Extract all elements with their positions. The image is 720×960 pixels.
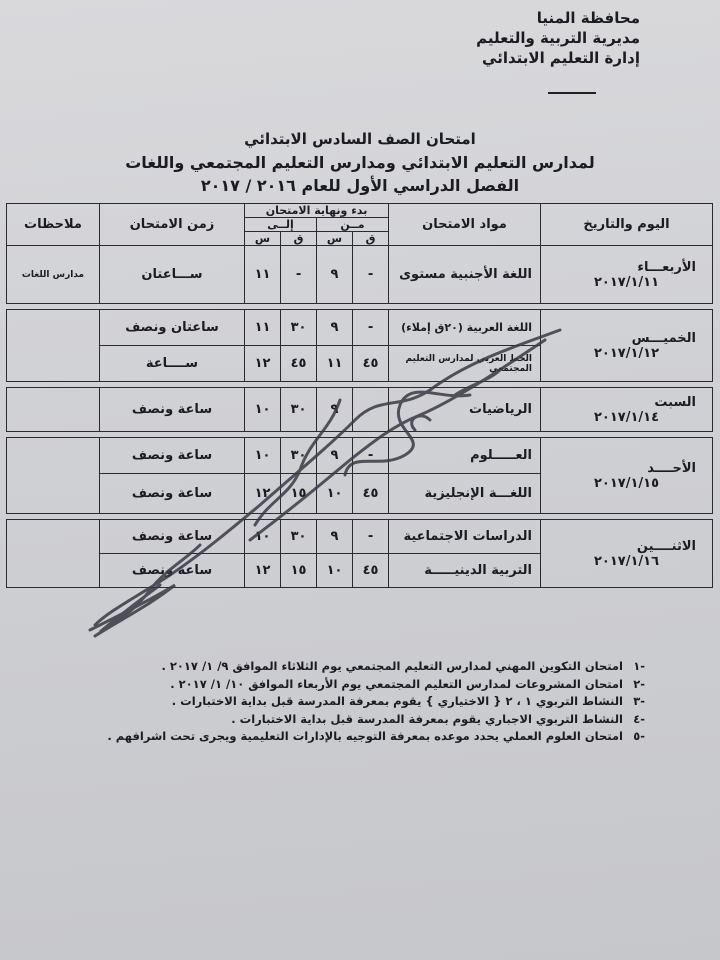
exam-term: الفصل الدراسي الأول للعام ٢٠١٦ / ٢٠١٧ bbox=[200, 176, 520, 195]
subject-cell: الرياضيات bbox=[389, 388, 541, 432]
to-minutes-cell: ٣٠ bbox=[281, 438, 317, 474]
footnote-number: -٣ bbox=[633, 694, 645, 708]
letterhead bbox=[476, 8, 640, 68]
subject-cell: اللغـــة الإنجليزية bbox=[389, 474, 541, 514]
day-name: الأربعـــاء bbox=[637, 259, 697, 275]
subject-cell: الخط العربي لمدارس التعليم المجتمعي bbox=[389, 346, 541, 382]
footnotes bbox=[45, 658, 645, 746]
duration-cell: ساعتان ونصف bbox=[100, 310, 245, 346]
to-minutes-cell: - bbox=[281, 246, 317, 304]
exam-subtitle: لمدارس التعليم الابتدائي ومدارس التعليم المجتمعي واللغات bbox=[125, 153, 595, 172]
notes-cell bbox=[7, 310, 100, 382]
table-header-row bbox=[7, 204, 713, 218]
from-minutes-cell: - bbox=[353, 246, 389, 304]
to-hours-cell: ١٠ bbox=[245, 438, 281, 474]
exam-date: ٢٠١٧/١/١٥ bbox=[593, 475, 660, 491]
header-subjects: مواد الامتحان bbox=[389, 204, 541, 246]
table-row bbox=[7, 246, 713, 304]
notes-cell bbox=[7, 438, 100, 514]
day-date-cell bbox=[541, 310, 713, 382]
header-from: مــن bbox=[317, 218, 389, 232]
day-name: الخميـــس bbox=[631, 330, 697, 346]
to-hours-cell: ١١ bbox=[245, 246, 281, 304]
table-row bbox=[7, 520, 713, 554]
footnote-number: -١ bbox=[633, 659, 645, 673]
notes-cell bbox=[7, 388, 100, 432]
from-hours-cell: ٩ bbox=[317, 246, 353, 304]
to-minutes-cell: ٣٠ bbox=[281, 388, 317, 432]
duration-cell: ساعة ونصف bbox=[100, 520, 245, 554]
day-name: الأحــــد bbox=[647, 460, 697, 476]
footnote-item bbox=[45, 658, 645, 676]
to-minutes-cell: ١٥ bbox=[281, 554, 317, 588]
header-from-hours: س bbox=[317, 232, 353, 246]
duration-cell: ساعة ونصف bbox=[100, 438, 245, 474]
to-minutes-cell: ٣٠ bbox=[281, 520, 317, 554]
to-hours-cell: ١١ bbox=[245, 310, 281, 346]
day-date-cell bbox=[541, 388, 713, 432]
to-hours-cell: ١٢ bbox=[245, 554, 281, 588]
directorate-name: مديرية التربية والتعليم bbox=[476, 29, 640, 47]
exam-date: ٢٠١٧/١/١٦ bbox=[593, 553, 660, 569]
duration-cell: ساعة ونصف bbox=[100, 388, 245, 432]
header-to: إلــى bbox=[245, 218, 317, 232]
from-hours-cell: ١١ bbox=[317, 346, 353, 382]
letterhead-divider bbox=[548, 92, 596, 94]
governorate-name: محافظة المنيا bbox=[536, 9, 640, 27]
footnote-number: -٥ bbox=[633, 729, 645, 743]
footnote-item bbox=[45, 693, 645, 711]
notes-cell bbox=[7, 520, 100, 588]
duration-cell: ساعة ونصف bbox=[100, 554, 245, 588]
footnote-item bbox=[45, 711, 645, 729]
footnote-text: النشاط التربوي ١ ، ٢ { الاختياري } يقوم بمعرفة المدرسة قبل بداية الاختبارات . bbox=[171, 694, 623, 708]
table-row bbox=[7, 438, 713, 474]
from-minutes-cell: ٤٥ bbox=[353, 346, 389, 382]
from-hours-cell: ١٠ bbox=[317, 474, 353, 514]
from-hours-cell: ٩ bbox=[317, 388, 353, 432]
footnote-text: امتحان العلوم العملي يحدد موعده بمعرفة التوجيه بالإدارات التعليمية ويجرى تحت اشرافهم . bbox=[107, 729, 623, 743]
footnote-number: -٤ bbox=[633, 711, 645, 726]
from-minutes-cell: - bbox=[353, 520, 389, 554]
from-hours-cell: ٩ bbox=[317, 520, 353, 554]
footnote-item bbox=[45, 676, 645, 694]
to-minutes-cell: ٤٥ bbox=[281, 346, 317, 382]
from-hours-cell: ٩ bbox=[317, 310, 353, 346]
to-hours-cell: ١٠ bbox=[245, 388, 281, 432]
duration-cell: ســــاعة bbox=[100, 346, 245, 382]
to-hours-cell: ١٢ bbox=[245, 346, 281, 382]
header-to-hours: س bbox=[245, 232, 281, 246]
table-row bbox=[7, 388, 713, 432]
header-notes: ملاحظات bbox=[7, 204, 100, 246]
to-hours-cell: ١٠ bbox=[245, 520, 281, 554]
exam-date: ٢٠١٧/١/١٢ bbox=[593, 345, 660, 361]
subject-cell: التربية الدينيـــــة bbox=[389, 554, 541, 588]
header-day-date: اليوم والتاريخ bbox=[541, 204, 713, 246]
notes-cell: مدارس اللغات bbox=[7, 246, 100, 304]
day-date-cell bbox=[541, 438, 713, 514]
from-minutes-cell: ٤٥ bbox=[353, 554, 389, 588]
duration-cell: ســـاعتان bbox=[100, 246, 245, 304]
header-from-minutes: ق bbox=[353, 232, 389, 246]
exam-date: ٢٠١٧/١/١١ bbox=[593, 274, 660, 290]
exam-title: امتحان الصف السادس الابتدائي bbox=[244, 130, 476, 148]
from-minutes-cell: - bbox=[353, 438, 389, 474]
from-hours-cell: ٩ bbox=[317, 438, 353, 474]
subject-cell: الدراسات الاجتماعية bbox=[389, 520, 541, 554]
subject-cell: اللغة الأجنبية مستوى bbox=[389, 246, 541, 304]
table-row bbox=[7, 310, 713, 346]
day-date-cell bbox=[541, 520, 713, 588]
administration-name: إدارة التعليم الابتدائي bbox=[482, 49, 640, 67]
from-minutes-cell bbox=[353, 388, 389, 432]
header-duration: زمن الامتحان bbox=[100, 204, 245, 246]
footnote-text: امتحان المشروعات لمدارس التعليم المجتمعي يوم الأربعاء الموافق ١٠/ ١/ ٢٠١٧ . bbox=[170, 676, 623, 691]
day-name: الاثنــــين bbox=[636, 538, 697, 554]
exam-schedule-table bbox=[6, 203, 713, 588]
to-minutes-cell: ١٥ bbox=[281, 474, 317, 514]
from-hours-cell: ١٠ bbox=[317, 554, 353, 588]
to-minutes-cell: ٣٠ bbox=[281, 310, 317, 346]
subject-cell: العـــــلوم bbox=[389, 438, 541, 474]
footnote-number: -٢ bbox=[633, 676, 645, 691]
to-hours-cell: ١٢ bbox=[245, 474, 281, 514]
subject-cell: اللغة العربية (٢٠ق إملاء) bbox=[389, 310, 541, 346]
footnote-text: امتحان التكوين المهني لمدارس التعليم المجتمعي يوم الثلاثاء الموافق ٩/ ١/ ٢٠١٧ . bbox=[161, 659, 623, 673]
from-minutes-cell: - bbox=[353, 310, 389, 346]
header-start-end: بدء ونهاية الامتحان bbox=[245, 204, 389, 218]
day-date-cell bbox=[541, 246, 713, 304]
from-minutes-cell: ٤٥ bbox=[353, 474, 389, 514]
exam-date: ٢٠١٧/١/١٤ bbox=[593, 409, 660, 425]
day-name: السبت bbox=[654, 394, 697, 410]
header-to-minutes: ق bbox=[281, 232, 317, 246]
footnote-item bbox=[45, 728, 645, 746]
duration-cell: ساعة ونصف bbox=[100, 474, 245, 514]
footnote-text: النشاط التربوي الاجباري يقوم بمعرفة المدرسة قبل بداية الاختبارات . bbox=[231, 711, 623, 726]
